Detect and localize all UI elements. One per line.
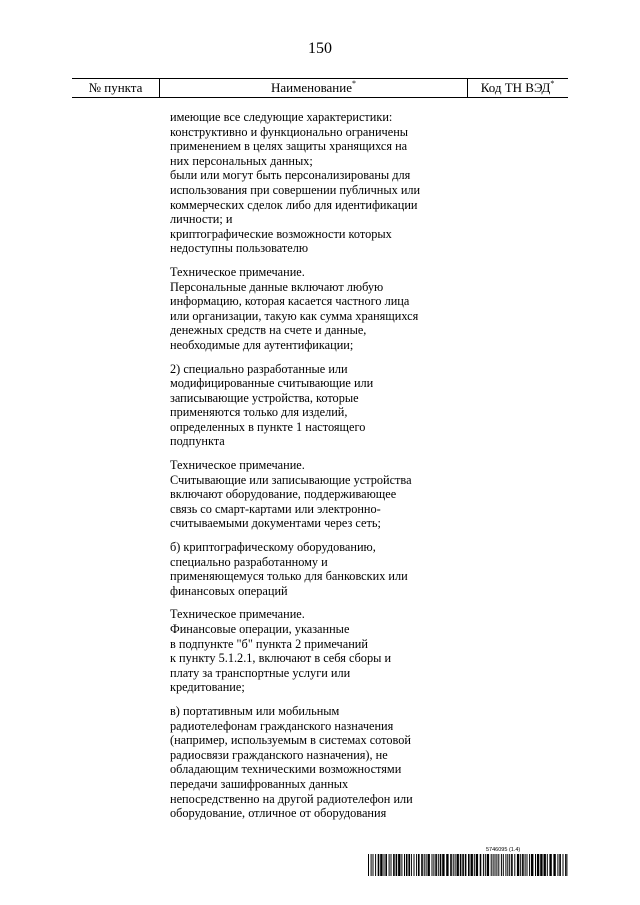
barcode-bar xyxy=(496,854,497,876)
barcode-bar xyxy=(522,854,524,876)
paragraph xyxy=(170,110,470,256)
text-line: оборудование, отличное от оборудования xyxy=(170,806,387,821)
barcode-bar xyxy=(398,854,400,876)
text-line: коммерческих сделок либо для идентификации xyxy=(170,197,418,212)
barcode-bar xyxy=(520,854,521,876)
barcode-bar xyxy=(438,854,439,876)
paragraph xyxy=(170,458,470,531)
text-line: б) криптографическому оборудованию, xyxy=(170,540,376,555)
barcode-bar xyxy=(514,854,515,876)
barcode-bar xyxy=(474,854,475,876)
barcode-bar xyxy=(498,854,499,876)
text-line: них персональных данных; xyxy=(170,153,313,168)
text-line: Техническое примечание. xyxy=(170,607,305,622)
barcode-bar xyxy=(453,854,454,876)
barcode-bar xyxy=(416,854,417,876)
text-line: специально разработанному и xyxy=(170,554,328,569)
header-name xyxy=(159,79,468,97)
text-line: радиосвязи гражданского назначения), не xyxy=(170,747,388,762)
text-line: финансовых операций xyxy=(170,583,288,598)
barcode-bar xyxy=(559,854,561,876)
text-line: в подпункте "б" пункта 2 примечаний xyxy=(170,636,368,651)
barcode-bar xyxy=(418,854,420,876)
header-number-label: № пункта xyxy=(88,80,143,95)
barcode-bar xyxy=(373,854,374,876)
text-line: или организации, такую как сумма хранящихся xyxy=(170,308,419,323)
barcode-bar xyxy=(385,854,387,876)
text-line: применяющемуся только для банковских или xyxy=(170,569,408,584)
barcode-bar xyxy=(401,854,402,876)
barcode-bar xyxy=(549,854,551,876)
text-line: записывающие устройства, которые xyxy=(170,390,359,405)
text-line: в) портативным или мобильным xyxy=(170,703,340,718)
text-line: (например, используемым в системах сотовой xyxy=(170,733,411,748)
barcode-bar xyxy=(531,854,533,876)
text-line: информацию, которая касается частного лица xyxy=(170,294,410,309)
barcode-bar xyxy=(537,854,539,876)
barcode-bar xyxy=(485,854,486,876)
footnote-mark: * xyxy=(352,79,356,88)
barcode-bar xyxy=(442,854,444,876)
header-name-label: Наименование xyxy=(271,80,352,95)
barcode-bar xyxy=(544,854,546,876)
header-code xyxy=(467,79,568,97)
barcode-bar xyxy=(557,854,558,876)
text-line: 2) специально разработанные или xyxy=(170,361,348,376)
barcode-bar xyxy=(491,854,492,876)
barcode-bar xyxy=(389,854,390,876)
barcode-bar xyxy=(511,854,513,876)
barcode-bar xyxy=(462,854,464,876)
barcode-bar xyxy=(371,854,372,876)
text-line: Персональные данные включают любую xyxy=(170,279,384,294)
barcode-image xyxy=(368,854,568,876)
barcode-bar xyxy=(493,854,494,876)
barcode-bar xyxy=(483,854,484,876)
barcode-bar xyxy=(428,854,430,876)
page-number: 150 xyxy=(308,40,332,57)
barcode-bar xyxy=(553,854,555,876)
barcode-bar xyxy=(535,854,536,876)
barcode-bar xyxy=(507,854,508,876)
text-line: криптографические возможности которых xyxy=(170,226,392,241)
barcode-bar xyxy=(480,854,482,876)
barcode-bar xyxy=(393,854,395,876)
text-line: кредитование; xyxy=(170,680,245,695)
table-header xyxy=(72,78,568,98)
barcode-bar xyxy=(446,854,448,876)
barcode-bar xyxy=(527,854,528,876)
barcode-bar xyxy=(424,854,425,876)
text-line: личности; и xyxy=(170,212,233,227)
text-line: имеющие все следующие характеристики: xyxy=(170,110,393,124)
barcode-bar xyxy=(495,854,496,876)
barcode-bar xyxy=(368,854,369,876)
barcode-bar xyxy=(378,854,380,876)
text-line: денежных средств на счете и данные, xyxy=(170,323,367,338)
text-line: определенных в пункте 1 настоящего xyxy=(170,419,366,434)
text-line: Техническое примечание. xyxy=(170,264,305,279)
barcode-label: 5746095 (1.4) xyxy=(486,847,521,853)
paragraph xyxy=(170,265,470,353)
barcode-bar xyxy=(421,854,423,876)
barcode-bar xyxy=(468,854,470,876)
text-line: необходимые для аутентификации; xyxy=(170,337,354,352)
barcode-bar xyxy=(384,854,385,876)
barcode-bar xyxy=(375,854,376,876)
text-line: плату за транспортные услуги или xyxy=(170,665,351,680)
barcode-bar xyxy=(509,854,510,876)
text-line: подпункта xyxy=(170,434,225,449)
barcode-bar xyxy=(391,854,392,876)
barcode-bar xyxy=(460,854,462,876)
barcode-bar xyxy=(404,854,405,876)
text-line: конструктивно и функционально ограничены xyxy=(170,124,409,139)
barcode-bar xyxy=(435,854,437,876)
barcode-bar xyxy=(406,854,408,876)
text-line: Финансовые операции, указанные xyxy=(170,622,350,636)
barcode-bar xyxy=(455,854,456,876)
text-line: передачи зашифрованных данных xyxy=(170,776,349,791)
barcode-bar xyxy=(487,854,489,876)
text-line: радиотелефонам гражданского назначения xyxy=(170,718,394,733)
text-line: применяются только для изделий, xyxy=(170,405,348,420)
text-line: Считывающие или записывающие устройства xyxy=(170,472,412,487)
barcode-bar xyxy=(540,854,542,876)
barcode-bar xyxy=(408,854,410,876)
barcode-bar xyxy=(440,854,442,876)
text-line: модифицированные считывающие или xyxy=(170,376,374,391)
barcode-bar xyxy=(465,854,467,876)
text-line: Техническое примечание. xyxy=(170,458,305,473)
text-line: считываемыми документами через сеть; xyxy=(170,516,381,531)
barcode-bar xyxy=(503,854,504,876)
barcode-bar xyxy=(505,854,506,876)
paragraph xyxy=(170,540,470,598)
barcode-bar xyxy=(380,854,382,876)
barcode-bar xyxy=(414,854,415,876)
barcode-bar xyxy=(517,854,519,876)
header-number xyxy=(72,79,159,97)
barcode-bar xyxy=(396,854,398,876)
barcode-bar xyxy=(471,854,473,876)
header-code-label: Код ТН ВЭД xyxy=(480,80,551,95)
text-line: применением в целях защиты хранящихся на xyxy=(170,139,408,154)
barcode-bar xyxy=(565,854,567,876)
barcode-bar xyxy=(525,854,526,876)
text-line: обладающим техническими возможностями xyxy=(170,762,402,777)
barcode-bar xyxy=(426,854,427,876)
text-line: связь со смарт-картами или электронно- xyxy=(170,501,381,516)
text-line: использования при совершении публичных или xyxy=(170,182,421,197)
barcode-bar xyxy=(433,854,434,876)
paragraph xyxy=(170,704,470,821)
paragraph xyxy=(170,607,470,695)
barcode-bar xyxy=(457,854,459,876)
text-line: были или могут быть персонализированы для xyxy=(170,168,411,183)
paragraph xyxy=(170,362,470,450)
footnote-mark: * xyxy=(550,79,555,88)
barcode-bar xyxy=(563,854,564,876)
barcode-bar xyxy=(450,854,452,876)
barcode-bar xyxy=(501,854,502,876)
barcode-bar xyxy=(547,854,548,876)
text-line: непосредственно на другой радиотелефон или xyxy=(170,791,413,806)
text-line: включают оборудование, поддерживающее xyxy=(170,487,397,502)
text-line: к пункту 5.1.2.1, включают в себя сборы и xyxy=(170,651,392,666)
barcode-bar xyxy=(432,854,433,876)
barcode-bar xyxy=(529,854,530,876)
barcode-bar xyxy=(411,854,412,876)
text-line: недоступны пользователю xyxy=(170,241,309,256)
barcode-bar xyxy=(476,854,478,876)
document-body xyxy=(170,110,470,830)
